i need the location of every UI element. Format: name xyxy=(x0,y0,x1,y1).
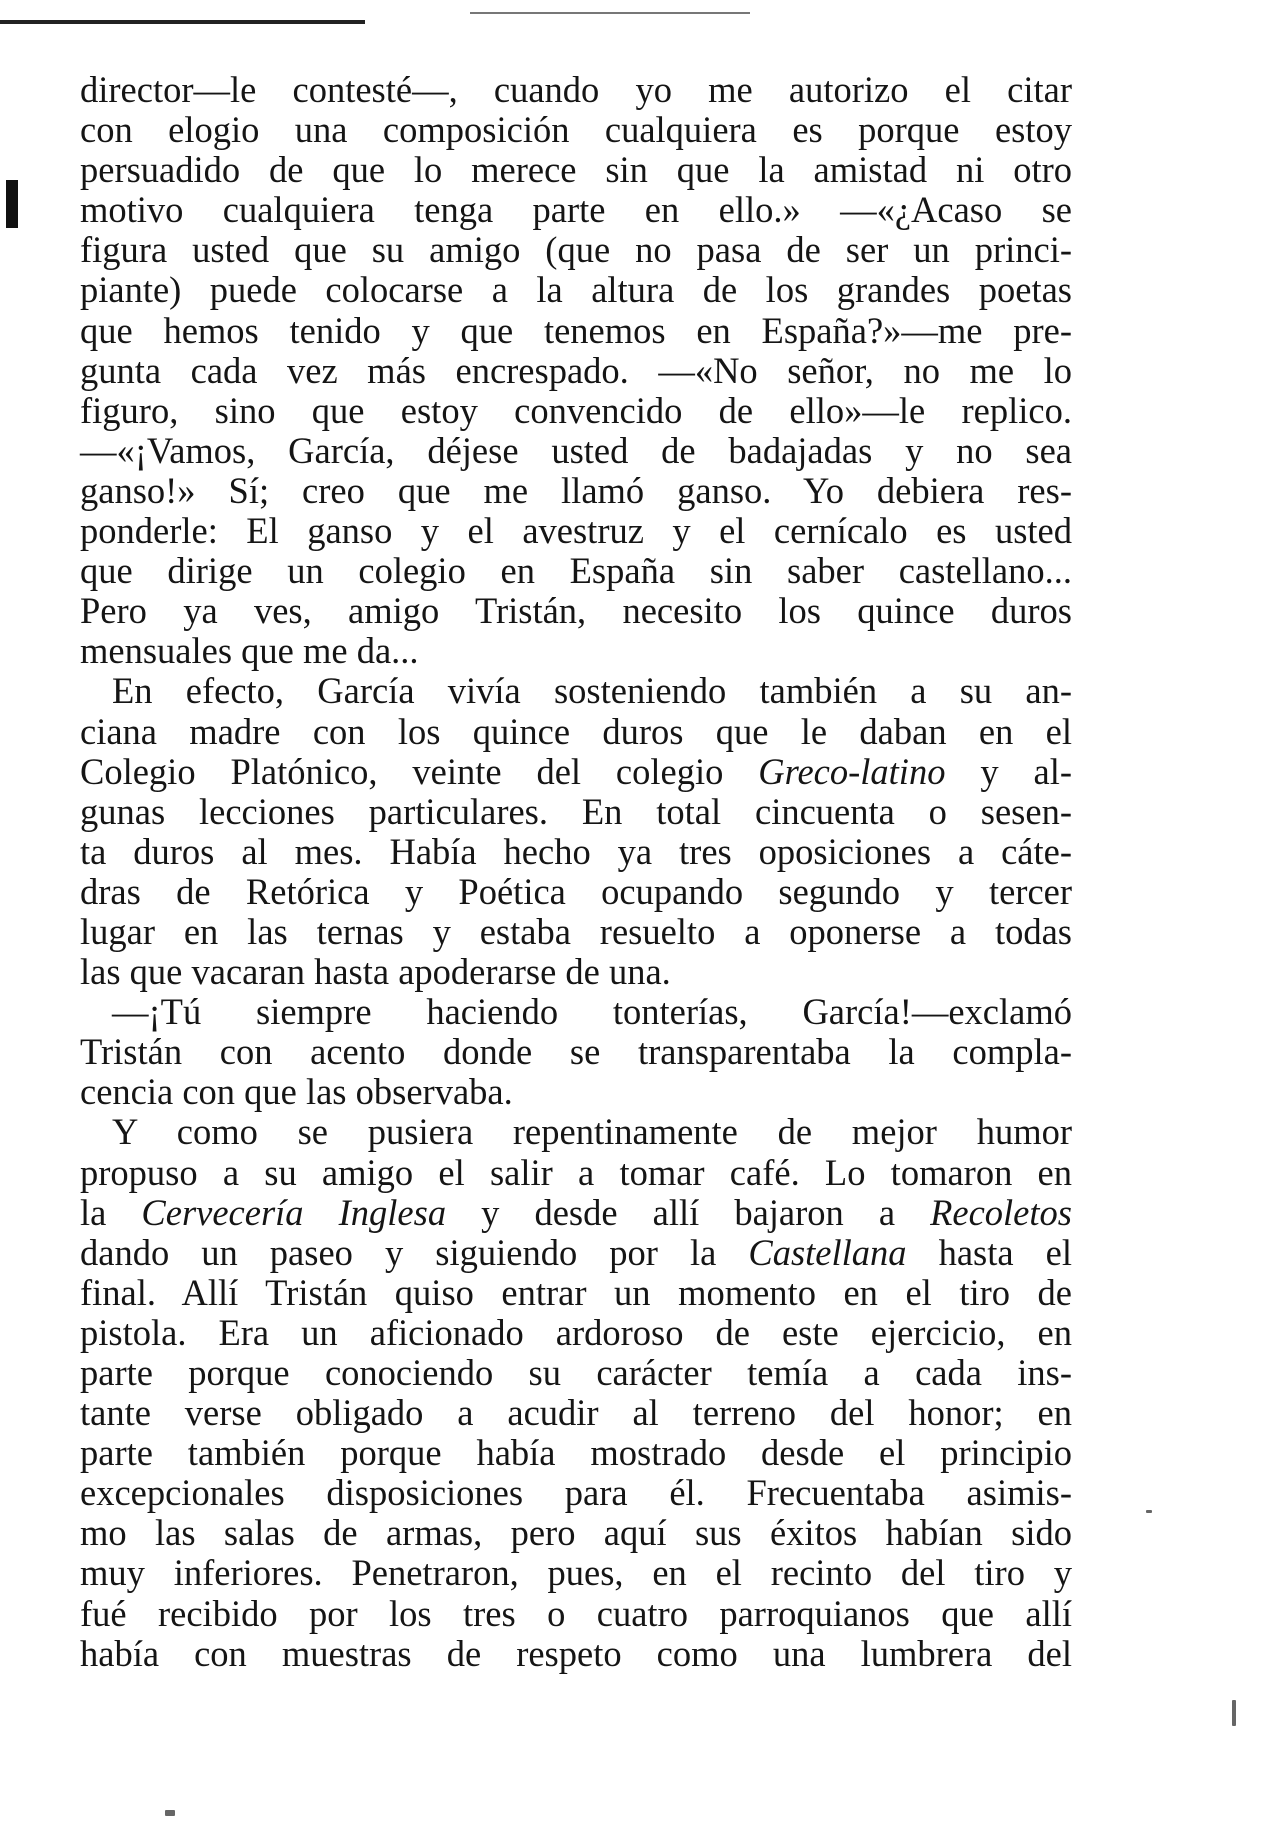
text-line: final. Allí Tristán quiso entrar un momento en el tiro de xyxy=(80,1271,1072,1313)
text-line: figura usted que su amigo (que no pasa de ser un princi- xyxy=(80,229,1072,271)
text-line: Y como se pusiera repentinamente de mejor humor xyxy=(112,1111,1072,1153)
text-line: las que vacaran hasta apoderarse de una. xyxy=(80,951,671,993)
top-rule xyxy=(0,20,365,24)
ink-speck xyxy=(165,1810,175,1816)
italic-term: Recoletos xyxy=(930,1191,1072,1233)
text-line: pistola. Era un aficionado ardoroso de este ejercicio, en xyxy=(80,1311,1072,1353)
italic-term: Greco-latino xyxy=(758,750,946,792)
ink-speck xyxy=(1232,1700,1236,1726)
text-line: había con muestras de respeto como una lumbrera del xyxy=(80,1632,1072,1674)
text-line: mo las salas de armas, pero aquí sus éxitos habían sido xyxy=(80,1512,1072,1554)
text-segment: Colegio Platónico, veinte del colegio xyxy=(80,750,759,792)
text-line: ciana madre con los quince duros que le daban en el xyxy=(80,710,1072,752)
text-line xyxy=(80,752,1072,792)
text-line: ponderle: El ganso y el avestruz y el cernícalo es usted xyxy=(80,510,1072,552)
text-line: Tristán con acento donde se transparentaba la compla- xyxy=(80,1031,1072,1073)
text-line: persuadido de que lo merece sin que la amistad ni otro xyxy=(80,149,1072,191)
text-line: ganso!» Sí; creo que me llamó ganso. Yo debiera res- xyxy=(80,469,1072,511)
text-line: propuso a su amigo el salir a tomar café. Lo tomaron en xyxy=(80,1151,1072,1193)
text-line: piante) puede colocarse a la altura de los grandes poetas xyxy=(80,269,1072,311)
text-line: excepcionales disposiciones para él. Frecuentaba asimis- xyxy=(80,1472,1072,1514)
text-line: parte también porque había mostrado desde el principio xyxy=(80,1432,1072,1474)
text-line: tante verse obligado a acudir al terreno del honor; en xyxy=(80,1392,1072,1434)
text-line: mensuales que me da... xyxy=(80,630,419,672)
text-segment: la xyxy=(80,1191,142,1233)
text-segment: y desde allí bajaron a xyxy=(446,1191,931,1233)
text-line: gunas lecciones particulares. En total cincuenta o sesen- xyxy=(80,790,1072,832)
text-line: con elogio una composición cualquiera es porque estoy xyxy=(80,109,1072,151)
text-line: gunta cada vez más encrespado. —«No señor, no me lo xyxy=(80,349,1072,391)
text-line: —¡Tú siempre haciendo tonterías, García!—exclamó xyxy=(112,991,1072,1033)
page-text xyxy=(80,70,1072,1674)
text-segment: dando un paseo y siguiendo por la xyxy=(80,1231,749,1273)
top-rule-faint xyxy=(470,12,750,14)
text-line: Pero ya ves, amigo Tristán, necesito los quince duros xyxy=(80,590,1072,632)
text-line: que hemos tenido y que tenemos en España?»—me pre- xyxy=(80,309,1072,351)
text-segment: y al- xyxy=(945,750,1072,792)
text-line: cencia con que las observaba. xyxy=(80,1071,513,1113)
text-line: figuro, sino que estoy convencido de ello»—le replico. xyxy=(80,389,1072,431)
text-line: dras de Retórica y Poética ocupando segundo y tercer xyxy=(80,870,1072,912)
text-line: que dirige un colegio en España sin saber castellano... xyxy=(80,550,1072,592)
text-line: muy inferiores. Penetraron, pues, en el recinto del tiro y xyxy=(80,1552,1072,1594)
text-line xyxy=(80,1233,1072,1273)
text-segment: hasta el xyxy=(906,1231,1072,1273)
italic-term: Cervecería Inglesa xyxy=(141,1191,447,1233)
margin-ink-mark xyxy=(6,180,18,228)
text-line xyxy=(80,1193,1072,1233)
text-line: parte porque conociendo su carácter temía a cada ins- xyxy=(80,1352,1072,1393)
text-line: ta duros al mes. Había hecho ya tres oposiciones a cáte- xyxy=(80,830,1072,872)
italic-term: Castellana xyxy=(748,1231,907,1273)
text-line: motivo cualquiera tenga parte en ello.» —«¿Acaso se xyxy=(80,189,1072,231)
ink-speck xyxy=(1146,1510,1152,1513)
text-line: En efecto, García vivía sosteniendo también a su an- xyxy=(112,670,1072,712)
text-line: director—le contesté—, cuando yo me autorizo el citar xyxy=(80,69,1072,110)
text-line: fué recibido por los tres o cuatro parroquianos que allí xyxy=(80,1592,1072,1634)
text-line: lugar en las ternas y estaba resuelto a oponerse a todas xyxy=(80,910,1072,952)
text-line: —«¡Vamos, García, déjese usted de badajadas y no sea xyxy=(80,429,1072,471)
